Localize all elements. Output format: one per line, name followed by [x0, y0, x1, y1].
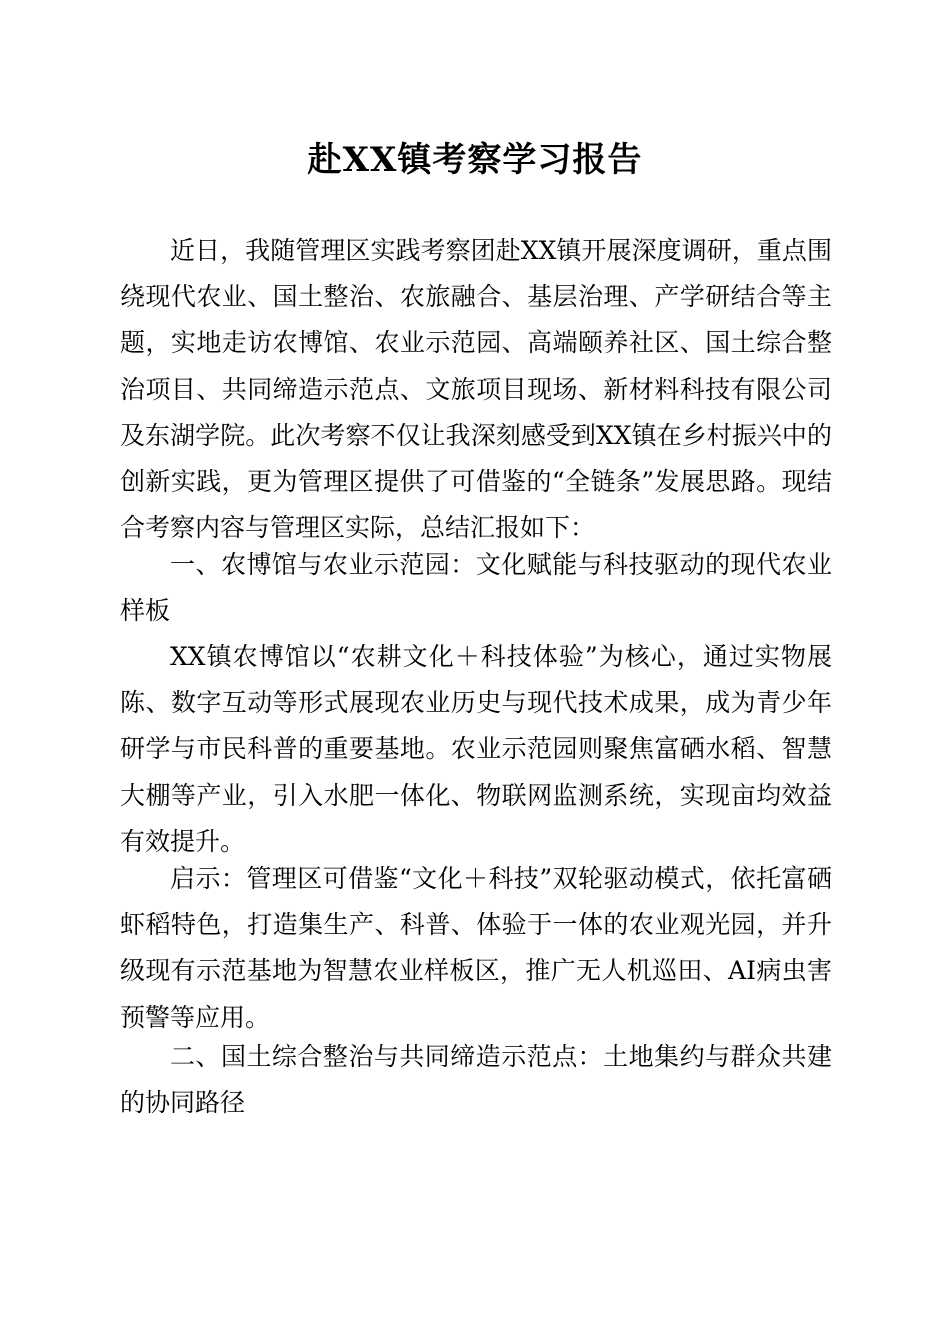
section-1-heading: 一、农博馆与农业示范园：文化赋能与科技驱动的现代农业样板 [120, 550, 832, 626]
intro-paragraph: 近日，我随管理区实践考察团赴XX镇开展深度调研，重点围绕现代农业、国土整治、农旅融合、基层治理、产学研结合等主题，实地走访农博馆、农业示范园、高端颐养社区、国土综合整治项目、共同缔造示范点、文旅项目现场、新材料科技有限公司及东湖学院。此次考察不仅让我深刻感受到XX镇在乡村振兴中的创新实践，更为管理区提供了可借鉴的“全链条”发展思路。现结合考察内容与管理区实际，总结汇报如下： [120, 236, 832, 543]
section-1-insight-paragraph: 启示：管理区可借鉴“文化＋科技”双轮驱动模式，依托富硒虾稻特色，打造集生产、科普、体验于一体的农业观光园，并升级现有示范基地为智慧农业样板区，推广无人机巡田、AI病虫害预警等应用。 [120, 864, 832, 1032]
document-title: 赴XX镇考察学习报告 [307, 140, 643, 180]
section-2-heading: 二、国土综合整治与共同缔造示范点：土地集约与群众共建的协同路径 [120, 1042, 832, 1118]
section-1-paragraph-1: XX镇农博馆以“农耕文化＋科技体验”为核心，通过实物展陈、数字互动等形式展现农业历史与现代技术成果，成为青少年研学与市民科普的重要基地。农业示范园则聚焦富硒水稻、智慧大棚等产业，引入水肥一体化、物联网监测系统，实现亩均效益有效提升。 [120, 642, 832, 856]
